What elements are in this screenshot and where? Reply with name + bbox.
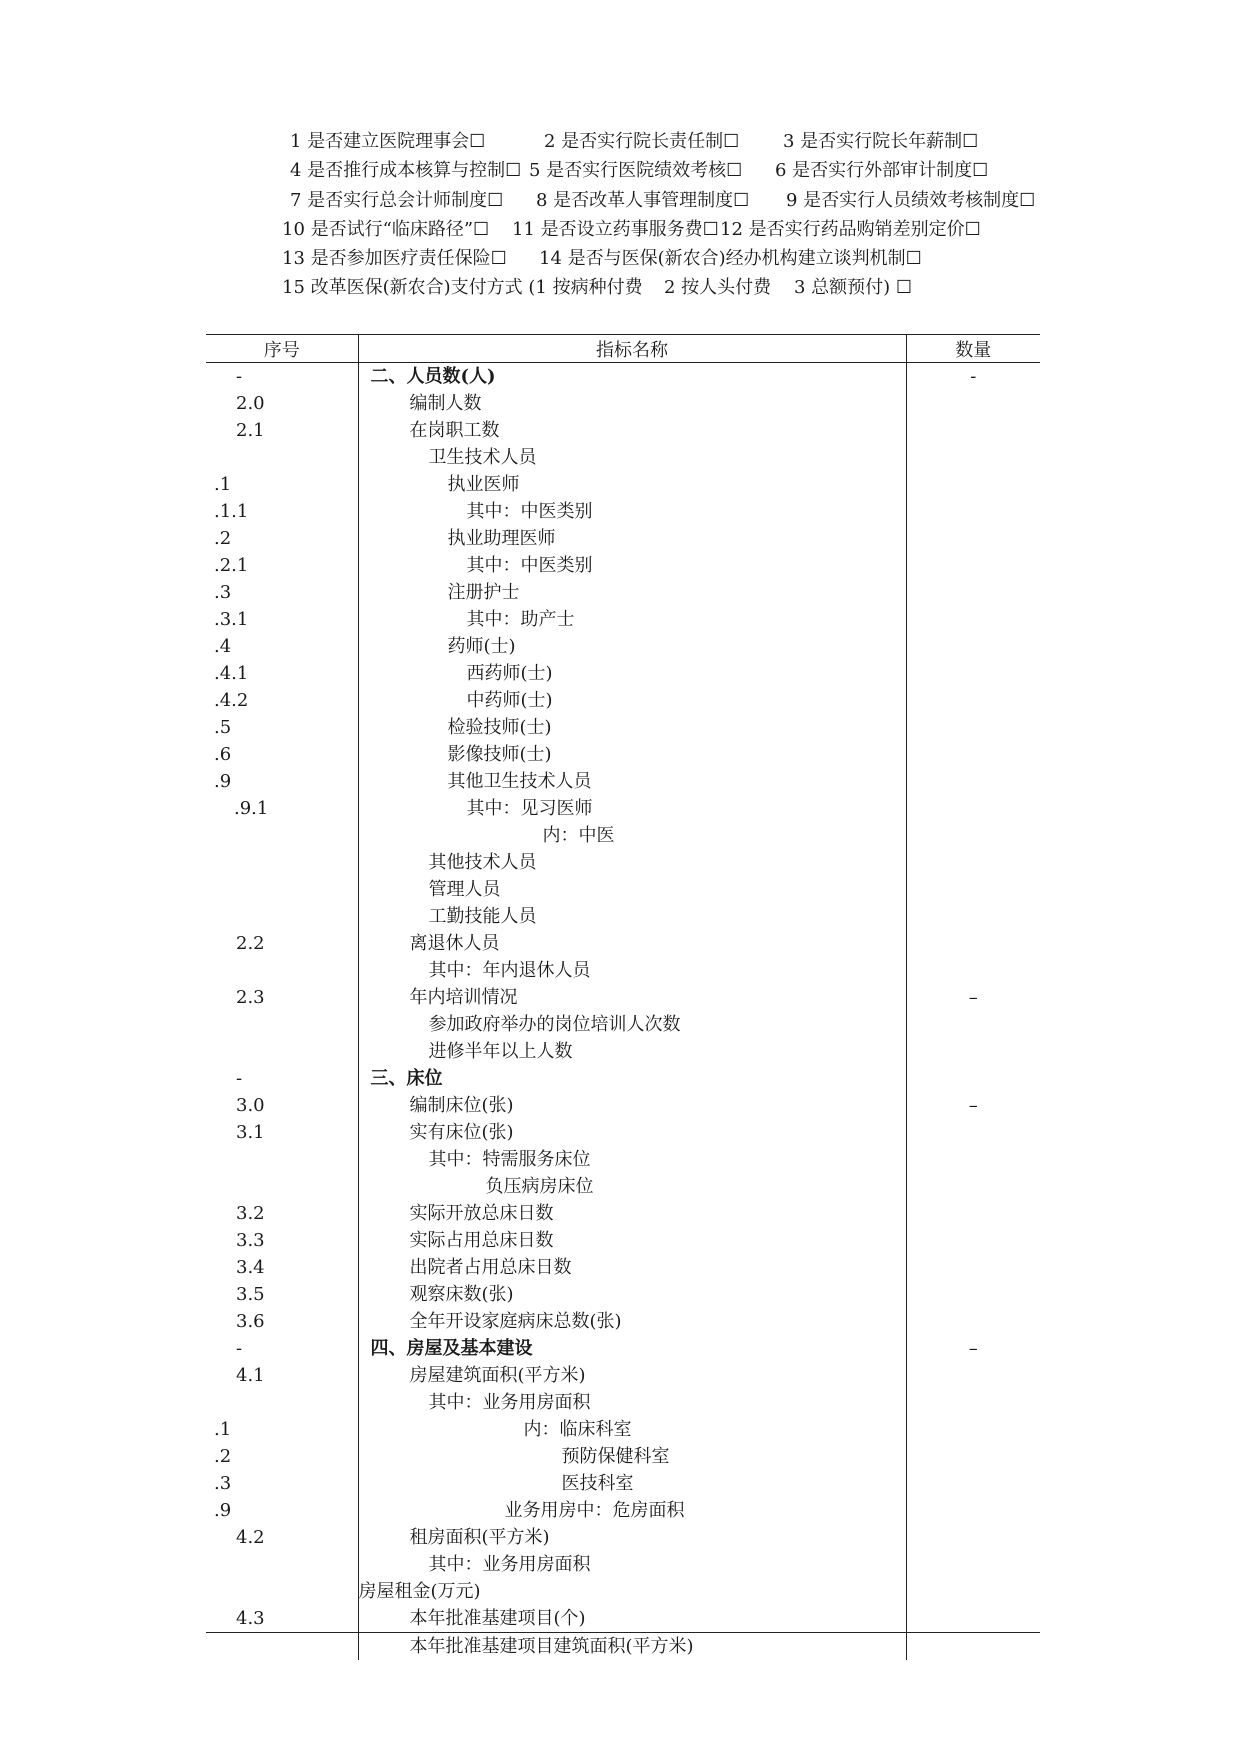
question-item: 3 总额预付) ☐ — [794, 277, 913, 298]
table-row — [206, 768, 1040, 795]
row-code — [206, 1551, 358, 1578]
row-code: 4.1 — [236, 1365, 265, 1386]
table-row — [206, 687, 1040, 714]
row-code: 2.2 — [236, 933, 265, 954]
table-row — [206, 633, 1040, 660]
table-row — [206, 1633, 1040, 1661]
row-code — [206, 1038, 358, 1065]
row-code: - — [236, 1338, 243, 1359]
question-item: 13 是否参加医疗责任保险☐ — [282, 248, 507, 269]
table-row — [206, 714, 1040, 741]
row-name: 西药师(士) — [358, 660, 906, 687]
row-name: 本年批准基建项目建筑面积(平方米) — [358, 1633, 906, 1661]
row-name: 检验技师(士) — [358, 714, 906, 741]
row-qty — [906, 903, 1040, 930]
table-row — [206, 1443, 1040, 1470]
row-qty: – — [968, 1095, 978, 1116]
table-row — [206, 525, 1040, 552]
row-name: 注册护士 — [358, 579, 906, 606]
row-qty — [906, 525, 1040, 552]
table-row — [206, 1551, 1040, 1578]
question-item: 2 按人头付费 — [664, 277, 772, 298]
row-qty — [906, 1362, 1040, 1389]
row-name: 实际占用总床日数 — [358, 1227, 906, 1254]
row-name: 其中：年内退休人员 — [358, 957, 906, 984]
row-qty — [906, 1308, 1040, 1335]
row-qty — [906, 606, 1040, 633]
row-name: 其中：中医类别 — [358, 552, 906, 579]
row-code — [206, 1011, 358, 1038]
row-name: 影像技师(士) — [358, 741, 906, 768]
table-row — [206, 741, 1040, 768]
row-qty — [906, 1443, 1040, 1470]
row-qty — [906, 1470, 1040, 1497]
row-name: 房屋建筑面积(平方米) — [358, 1362, 906, 1389]
row-qty — [906, 1605, 1040, 1633]
row-qty — [906, 1551, 1040, 1578]
row-name: 工勤技能人员 — [358, 903, 906, 930]
row-code: 3.6 — [236, 1311, 265, 1332]
row-name: 卫生技术人员 — [358, 444, 906, 471]
row-name: 业务用房中：危房面积 — [358, 1497, 906, 1524]
row-code: 3.1 — [236, 1122, 265, 1143]
row-code — [206, 1578, 358, 1605]
row-qty — [906, 1497, 1040, 1524]
row-qty — [906, 1416, 1040, 1443]
table-row — [206, 1281, 1040, 1308]
row-name: 租房面积(平方米) — [358, 1524, 906, 1551]
row-code: .1.1 — [214, 501, 249, 522]
row-qty: – — [968, 987, 978, 1008]
row-code — [206, 444, 358, 471]
row-qty — [906, 1200, 1040, 1227]
row-qty — [906, 552, 1040, 579]
table-row — [206, 1146, 1040, 1173]
row-name: 在岗职工数 — [358, 417, 906, 444]
table-row — [206, 1308, 1040, 1335]
row-qty: - — [970, 366, 977, 387]
table-row — [206, 660, 1040, 687]
row-qty — [906, 471, 1040, 498]
row-name: 离退休人员 — [358, 930, 906, 957]
row-code: 2.0 — [236, 393, 265, 414]
row-name: 其中：见习医师 — [358, 795, 906, 822]
row-qty — [906, 1524, 1040, 1551]
row-qty — [906, 1227, 1040, 1254]
table-row — [206, 1173, 1040, 1200]
question-item: 7 是否实行总会计师制度☐ — [290, 190, 504, 211]
row-name: 观察床数(张) — [358, 1281, 906, 1308]
row-code: .9 — [214, 1500, 232, 1521]
row-qty — [906, 1281, 1040, 1308]
table-row — [206, 1524, 1040, 1551]
row-code: 3.2 — [236, 1203, 265, 1224]
table-row — [206, 957, 1040, 984]
row-qty — [906, 795, 1040, 822]
question-line — [282, 276, 912, 300]
row-name: 编制床位(张) — [358, 1092, 906, 1119]
row-code: 4.2 — [236, 1527, 265, 1548]
row-code — [206, 1633, 358, 1661]
table-row — [206, 1119, 1040, 1146]
row-qty — [906, 822, 1040, 849]
row-code: - — [236, 366, 243, 387]
row-qty — [906, 444, 1040, 471]
header-code: 序号 — [206, 335, 358, 363]
table-row — [206, 498, 1040, 525]
row-code: 2.3 — [236, 987, 265, 1008]
table-body — [206, 363, 1040, 1661]
question-item: 1 是否建立医院理事会☐ — [290, 131, 486, 152]
row-qty — [906, 768, 1040, 795]
row-name: 其中：中医类别 — [358, 498, 906, 525]
table-row — [206, 930, 1040, 957]
table-row — [206, 417, 1040, 444]
row-code: 2.1 — [236, 420, 265, 441]
row-code: .3 — [214, 1473, 232, 1494]
table-row — [206, 1497, 1040, 1524]
row-code — [206, 903, 358, 930]
question-item: 5 是否实行医院绩效考核☐ — [529, 160, 743, 181]
table-row — [206, 849, 1040, 876]
row-name: 管理人员 — [358, 876, 906, 903]
table-row — [206, 795, 1040, 822]
row-qty — [906, 714, 1040, 741]
row-name: 执业医师 — [358, 471, 906, 498]
row-qty — [906, 1633, 1040, 1661]
row-qty — [906, 1578, 1040, 1605]
row-qty — [906, 957, 1040, 984]
row-name: 其他技术人员 — [358, 849, 906, 876]
row-code: 3.3 — [236, 1230, 265, 1251]
row-code: .4.1 — [214, 663, 249, 684]
question-item: 11 是否设立药事服务费☐ — [512, 219, 719, 240]
row-code: .9 — [214, 771, 232, 792]
row-name: 其中：助产士 — [358, 606, 906, 633]
row-name: 内：中医 — [358, 822, 906, 849]
table-row — [206, 390, 1040, 417]
row-code — [206, 849, 358, 876]
row-qty — [906, 1065, 1040, 1092]
row-qty — [906, 660, 1040, 687]
row-name: 全年开设家庭病床总数(张) — [358, 1308, 906, 1335]
question-item: 10 是否试行“临床路径”☐ — [282, 219, 490, 240]
row-name: 进修半年以上人数 — [358, 1038, 906, 1065]
row-code: - — [236, 1068, 243, 1089]
row-code: 4.3 — [206, 1605, 358, 1633]
row-qty — [906, 1146, 1040, 1173]
question-item: 15 改革医保(新农合)支付方式 (1 按病种付费 — [282, 277, 643, 298]
row-qty — [906, 1254, 1040, 1281]
row-qty — [906, 849, 1040, 876]
question-item: 2 是否实行院长责任制☐ — [544, 131, 740, 152]
table-row — [206, 1200, 1040, 1227]
row-name: 其他卫生技术人员 — [358, 768, 906, 795]
row-qty: – — [968, 1338, 978, 1359]
row-name: 参加政府举办的岗位培训人次数 — [358, 1011, 906, 1038]
row-name: 出院者占用总床日数 — [358, 1254, 906, 1281]
row-qty — [906, 930, 1040, 957]
row-code — [206, 1173, 358, 1200]
table-row — [206, 1389, 1040, 1416]
row-code: 3.4 — [236, 1257, 265, 1278]
row-name: 实有床位(张) — [358, 1119, 906, 1146]
row-name: 其中：业务用房面积 — [358, 1551, 906, 1578]
table-row — [206, 876, 1040, 903]
row-name: 房屋租金(万元) — [358, 1578, 906, 1605]
row-name: 其中：业务用房面积 — [358, 1389, 906, 1416]
table-row — [206, 1416, 1040, 1443]
row-name: 医技科室 — [358, 1470, 906, 1497]
row-name: 年内培训情况 — [358, 984, 906, 1011]
table-row — [206, 1578, 1040, 1605]
row-qty — [906, 876, 1040, 903]
table-row — [206, 1011, 1040, 1038]
table-row — [206, 1038, 1040, 1065]
table-row — [206, 1092, 1040, 1119]
table-row — [206, 552, 1040, 579]
row-qty — [906, 633, 1040, 660]
row-name: 内：临床科室 — [358, 1416, 906, 1443]
row-name: 二、人员数(人) — [358, 363, 906, 391]
indicator-table — [206, 334, 1040, 1660]
row-code: 3.5 — [236, 1284, 265, 1305]
row-code: .5 — [214, 717, 232, 738]
row-name: 执业助理医师 — [358, 525, 906, 552]
table-row — [206, 471, 1040, 498]
row-qty — [906, 1173, 1040, 1200]
table-row — [206, 1254, 1040, 1281]
row-code: .9.1 — [234, 798, 269, 819]
question-item: 6 是否实行外部审计制度☐ — [775, 160, 989, 181]
question-line — [282, 218, 981, 242]
row-code: .4 — [214, 636, 232, 657]
question-line — [290, 159, 988, 183]
table-row — [206, 1605, 1040, 1633]
row-qty — [906, 1011, 1040, 1038]
table-row — [206, 1065, 1040, 1092]
row-code: .4.2 — [214, 690, 249, 711]
row-code: .3.1 — [214, 609, 249, 630]
question-line — [282, 247, 922, 271]
row-name: 负压病房床位 — [358, 1173, 906, 1200]
table-row — [206, 363, 1040, 391]
row-qty — [906, 1038, 1040, 1065]
table-row — [206, 1470, 1040, 1497]
row-code: .6 — [214, 744, 232, 765]
row-code: .1 — [214, 1419, 232, 1440]
question-item: 3 是否实行院长年薪制☐ — [783, 131, 979, 152]
table-row — [206, 1227, 1040, 1254]
row-name: 编制人数 — [358, 390, 906, 417]
row-qty — [906, 390, 1040, 417]
header-name: 指标名称 — [358, 335, 906, 363]
row-name: 预防保健科室 — [358, 1443, 906, 1470]
row-code — [206, 876, 358, 903]
table-row — [206, 822, 1040, 849]
row-code: .2.1 — [214, 555, 249, 576]
question-line — [290, 189, 1035, 213]
row-code: .2 — [214, 1446, 232, 1467]
row-code: .1 — [214, 474, 232, 495]
table-row — [206, 903, 1040, 930]
row-code — [206, 822, 358, 849]
table-row — [206, 606, 1040, 633]
table-row — [206, 984, 1040, 1011]
row-qty — [906, 1389, 1040, 1416]
row-code — [206, 1146, 358, 1173]
question-item: 4 是否推行成本核算与控制☐ — [290, 160, 522, 181]
row-qty — [906, 741, 1040, 768]
row-qty — [906, 417, 1040, 444]
row-qty — [906, 498, 1040, 525]
table-row — [206, 444, 1040, 471]
indicator-table-wrap — [206, 334, 1040, 1660]
row-name: 中药师(士) — [358, 687, 906, 714]
row-qty — [906, 1119, 1040, 1146]
question-item: 12 是否实行药品购销差别定价☐ — [720, 219, 981, 240]
question-item: 8 是否改革人事管理制度☐ — [536, 190, 750, 211]
question-line — [290, 130, 978, 154]
table-header-row — [206, 335, 1040, 363]
row-qty — [906, 687, 1040, 714]
table-row — [206, 579, 1040, 606]
table-row — [206, 1335, 1040, 1362]
row-name: 其中：特需服务床位 — [358, 1146, 906, 1173]
row-code: .2 — [214, 528, 232, 549]
row-qty — [906, 579, 1040, 606]
question-item: 9 是否实行人员绩效考核制度☐ — [786, 190, 1036, 211]
header-qty: 数量 — [906, 335, 1040, 363]
row-code — [206, 1389, 358, 1416]
question-item: 14 是否与医保(新农合)经办机构建立谈判机制☐ — [539, 248, 922, 269]
row-name: 药师(士) — [358, 633, 906, 660]
row-name: 四、房屋及基本建设 — [358, 1335, 906, 1362]
row-code: .3 — [214, 582, 232, 603]
row-name: 三、床位 — [358, 1065, 906, 1092]
row-name: 实际开放总床日数 — [358, 1200, 906, 1227]
row-name: 本年批准基建项目(个) — [358, 1605, 906, 1633]
table-row — [206, 1362, 1040, 1389]
row-code: 3.0 — [236, 1095, 265, 1116]
row-code — [206, 957, 358, 984]
